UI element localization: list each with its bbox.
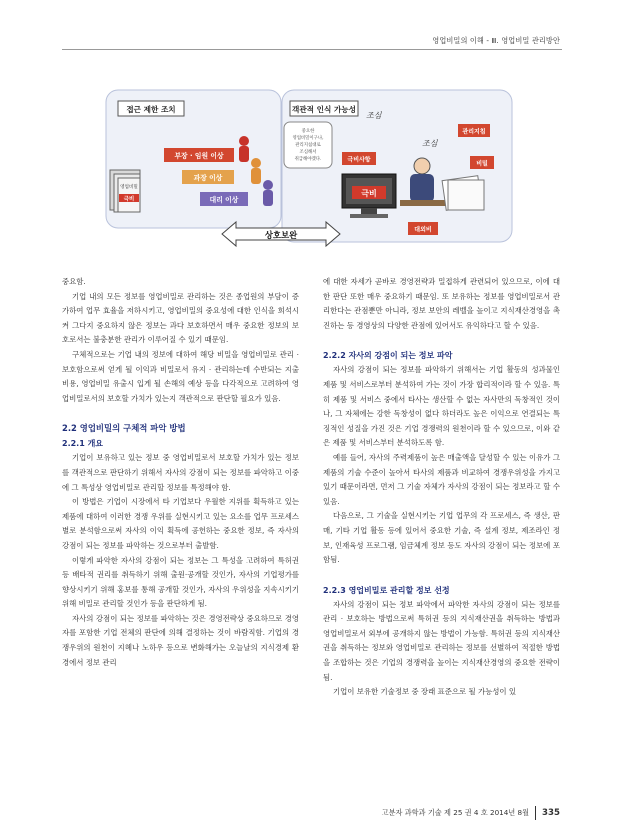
external-tag-label: 대외비 [414, 226, 432, 234]
person-purple-icon [263, 180, 273, 206]
person-red-icon [239, 136, 249, 162]
manual-tag-label: 관리지침 [462, 128, 486, 136]
callout-line-3: 관리지침대로 [295, 143, 321, 148]
figure-access-control [104, 88, 516, 258]
page-number: 335 [542, 808, 560, 818]
spacer [323, 568, 560, 583]
right-column [323, 275, 560, 700]
binder-bottom-label: 극비 [123, 196, 135, 203]
secret-tag-label: 극비사항 [347, 156, 371, 164]
left-p3: 기업이 보유하고 있는 정보 중 영업비밀로서 보호할 가치가 있는 정보를 객관적으로 판단하기 위해서 자사의 강점이 되는 정보를 파악하고 이중에 그 특성상 영업비밀로 관리할 정보를 특정해야 함. [62, 453, 299, 492]
left-p1: 기업 내의 모든 정보를 영업비밀로 관리하는 것은 종업원의 부담이 증가하여 업무 효율을 저하시키고, 영업비밀의 중요성에 대한 인식을 희석시켜 그다지 중요하지 않은 정보는 과다 보호하면서 매우 중요한 정보의 보호로서는 불충분한 관리가 이루어질 수 있기 때문임. [62, 291, 299, 345]
center-label: 상호보완 [264, 230, 298, 240]
binder-top-label: 영업비밀 [120, 185, 138, 190]
level2-label: 과장 이상 [193, 174, 223, 182]
right-p1: 자사의 강점이 되는 정보를 파악하기 위해서는 기업 활동의 성과물인 제품 및 서비스로부터 분석하여 가는 것이 가장 합리적이라 할 수 있음. 특히 제품 및 서비스 중에서 타사는 생산할 수 없는 자사만의 독창적인 것이나, 그 자체에는 강한 독창성이 없다 하더라도 높은 이익으로 연결되는 특징적인 성질을 가진 것은 기업 경쟁력의 원천이라 할 수 있으므로, 이와 같은 제품 및 서비스부터 분석하도록 함. [323, 365, 560, 448]
screen-label: 극비 [361, 189, 377, 198]
spacer [62, 406, 299, 421]
left-title: 접근 제한 조치 [126, 105, 176, 114]
right-p4: 자사의 강점이 되는 정보 파악에서 파악한 자사의 강점이 되는 정보를 관리 · 보호하는 방법으로써 특허권 등의 지식재산권을 취득하는 방법과 영업비밀로서 외부에 공개하지 않는 방법이 가능함. 특허권 등의 지식재산권을 취득하는 정보와 영업비밀로 관리하는 정보를 선별하여 적절한 방법을 조합하는 것은 기업의 경쟁력을 높이는 지식재산경영의 중요한 전략이 됨. [323, 599, 560, 682]
section-2-2-2-heading: 2.2.2 자사의 강점이 되는 정보 파악 [323, 351, 453, 361]
right-p3: 다음으로, 그 기술을 실현시키는 기업 업무의 각 프로세스, 즉 생산, 판매, 기타 기업 활동 등에 있어서 중요한 기술, 즉 설계 정보, 제조라인 정보, 인재육성 프로그램, 임금체계 정보 등도 자사의 강점이 되는 정보에 포함됨. [323, 511, 560, 565]
right-title: 객관적 인식 가능성 [292, 105, 356, 114]
section-2-2-3-heading: 2.2.3 영업비밀로 관리할 정보 선정 [323, 585, 450, 595]
callout-line-5: 취급해야겠다. [294, 157, 322, 162]
section-2-2-1-heading: 2.2.1 개요 [62, 439, 104, 449]
right-p0: 에 대한 자세가 곧바로 경영전략과 밀접하게 관련되어 있으므로, 이에 대한 판단 또한 매우 중요하기 때문임. 또 보유하는 정보를 영업비밀로서 관리한다는 관점뿐만 아니라, 정보 보안의 레벨을 높이고 지식재산경영을 촉진하는 등 경영상의 다양한 관점에 있어서도 유익하다고 할 수 있음. [323, 277, 560, 330]
left-p5: 이렇게 파악한 자사의 강점이 되는 정보는 그 특성을 고려하여 특허권 등 배타적 권리를 취득하기 위해 출원·공개할 것인가, 자사의 기업평가를 향상시키기 위해 홍보를 통해 공개할 것인가, 자사의 우위성을 지속시키기 위해 비밀로 관리할 것인가 등을 판단하게 됨. [62, 555, 299, 609]
left-p6: 자사의 강점이 되는 정보를 파악하는 것은 경영전략상 중요하므로 경영자를 포함한 기업 전체의 판단에 의해 결정하는 것이 바람직함. 기업의 경쟁우위의 원천이 지혜나 노하우 등으로 변화해가는 오늘날의 지식경제 환경에서 정보 관리 [62, 613, 299, 667]
right-p5: 기업이 보유한 기술정보 중 장래 표준으로 될 가능성이 있 [333, 687, 517, 697]
level1-label: 부장 · 임원 이상 [174, 152, 224, 160]
page-footer [382, 806, 560, 820]
callout-line-2: 영업비밀이구나, [292, 136, 324, 141]
person-orange-icon [251, 158, 261, 184]
callout-line-4: 조심해서 [299, 150, 317, 155]
header-rule [62, 49, 562, 50]
think-word-2: 조심 [422, 139, 438, 148]
spacer [323, 333, 560, 348]
left-column [62, 275, 299, 670]
left-p0: 중요함. [62, 277, 86, 286]
secret-binder-icon [110, 170, 140, 212]
callout-line-1: 중요한 [301, 129, 315, 134]
footer-divider [535, 806, 536, 820]
section-2-2-heading: 2.2 영업비밀의 구체적 파악 방법 [62, 423, 186, 434]
running-header: 영업비밀의 이해 - Ⅲ. 영업비밀 관리방안 [432, 36, 560, 45]
think-word-1: 조심 [366, 111, 382, 120]
document-stack-icon [442, 176, 484, 211]
journal-citation: 고분자 과학과 기술 제 25 권 4 호 2014년 8월 [381, 808, 530, 817]
left-p4: 이 방법은 기업이 시장에서 타 기업보다 우월한 지위를 획득하고 있는 제품에 대하여 이러한 경쟁 우위를 실현시키고 있는 요소를 업무 프로세스 별로 분석함으로써 자사의 이익 획득에 공헌하는 중요한 정보, 즉 자사의 강점이 되는 정보를 파악하는 것으로부터 출발함. [62, 497, 299, 550]
left-p2: 구체적으로는 기업 내의 정보에 대하여 해당 비밀을 영업비밀로 관리 · 보호함으로써 얻게 될 이익과 비밀로서 유지 · 관리하는데 수반되는 지출비용, 영업비밀 유출시 입게 될 손해의 예상 등을 다각적으로 고려하여 영업비밀로서의 보호할 가치가 있는지 객관적으로 판단할 필요가 있음. [62, 349, 299, 403]
level3-label: 대리 이상 [209, 196, 239, 204]
confidential-tag-label: 비밀 [476, 160, 488, 168]
right-p2: 예를 들어, 자사의 주력제품이 높은 매출액을 달성할 수 있는 이유가 그 제품의 기술 수준이 높아서 타사의 제품과 비교하여 경쟁우위성을 가지고 있기 때문이라면, 먼저 그 기술 자체가 자사의 강점이 되는 정보라고 할 수 있음. [323, 452, 560, 506]
